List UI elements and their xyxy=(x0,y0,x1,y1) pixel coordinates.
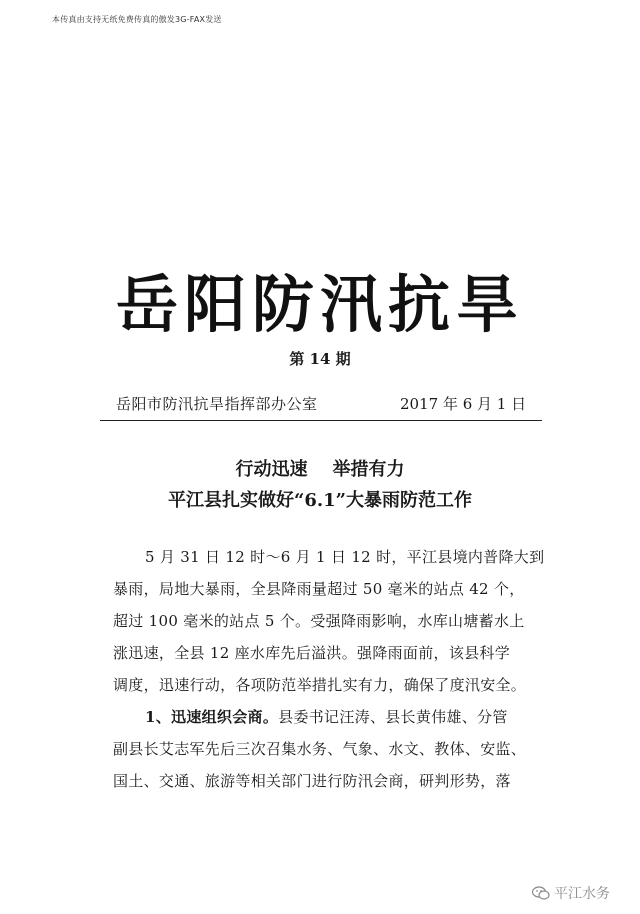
body-line-4: 涨迅速，全县 12 座水库先后溢洪。强降雨面前，该县科学 xyxy=(113,644,511,662)
wechat-icon xyxy=(532,886,550,900)
section-heading-1: 1、迅速组织会商。 xyxy=(145,708,279,726)
body-line-2: 暴雨，局地大暴雨，全县降雨量超过 50 毫米的站点 42 个， xyxy=(113,580,525,598)
masthead-title: 岳阳防汛抗旱 xyxy=(115,268,524,341)
article-title-line1: 行动迅速 举措有力 xyxy=(235,459,405,480)
account-watermark xyxy=(532,883,610,903)
body-line-5: 调度，迅速行动，各项防范举措扎实有力，确保了度汛安全。 xyxy=(113,676,527,694)
fax-header: 本传真由支持无纸免费传真的傲发3G-FAX发送 xyxy=(52,15,222,24)
issue-date: 2017 年 6 月 1 日 xyxy=(400,395,527,413)
body-line-6 xyxy=(145,706,508,727)
issuing-office: 岳阳市防汛抗旱指挥部办公室 xyxy=(116,395,318,413)
body-line-6-text: 县委书记汪涛、县长黄伟雄、分管 xyxy=(278,708,508,726)
issue-number: 第 14 期 xyxy=(289,350,351,368)
body-line-7: 副县长艾志军先后三次召集水务、气象、水文、教体、安监、 xyxy=(113,740,527,758)
body-line-8: 国土、交通、旅游等相关部门进行防汛会商，研判形势，落 xyxy=(113,772,511,790)
watermark-text: 平江水务 xyxy=(554,886,610,902)
body-line-3: 超过 100 毫米的站点 5 个。受强降雨影响，水库山塘蓄水上 xyxy=(113,612,525,630)
body-line-1: 5 月 31 日 12 时～6 月 1 日 12 时，平江县境内普降大到 xyxy=(145,548,545,566)
article-title-line2: 平江县扎实做好“6.1”大暴雨防范工作 xyxy=(167,490,473,511)
header-divider xyxy=(100,420,542,421)
